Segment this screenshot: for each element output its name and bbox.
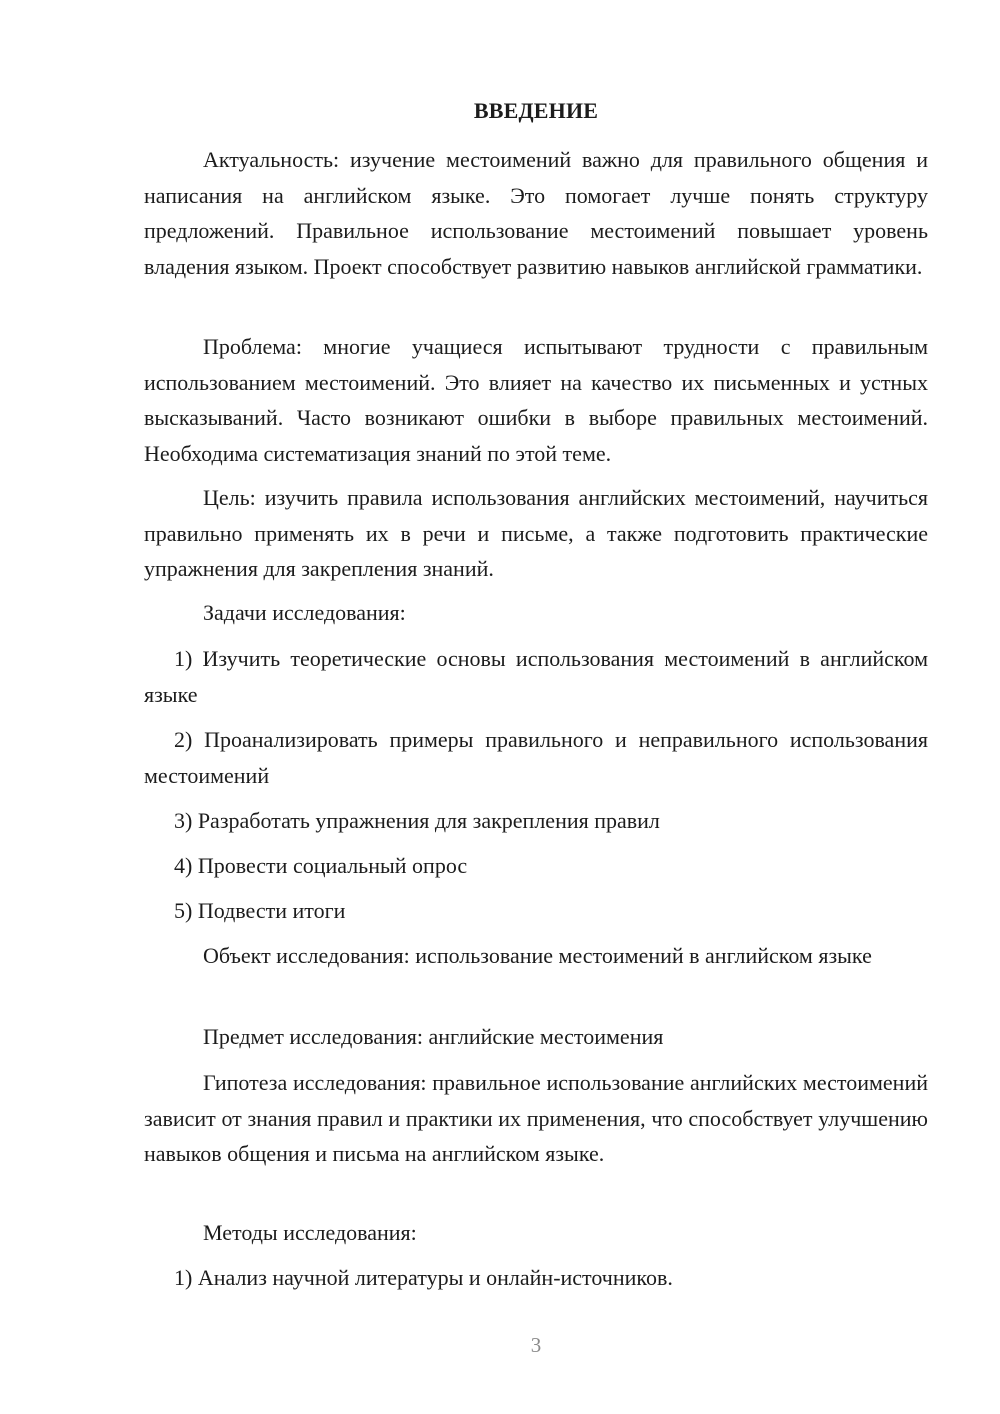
section-heading: ВВЕДЕНИЕ <box>473 98 599 123</box>
task-item-3: 3) Разработать упражнения для закрепления правил <box>174 808 660 833</box>
goal-paragraph: Цель: изучить правила использования английских местоимений, научиться правильно применять их в речи и письме, а также подготовить практические упражнения для закрепления знаний. <box>144 485 928 581</box>
methods-title: Методы исследования: <box>203 1220 417 1245</box>
hypothesis-paragraph: Гипотеза исследования: правильное использование английских местоимений зависит от знания правил и практики их применения, что способствует улучшению навыков общения и письма на английском языке. <box>144 1070 928 1166</box>
task-item-5: 5) Подвести итоги <box>174 898 346 923</box>
method-item-1: 1) Анализ научной литературы и онлайн-источников. <box>174 1265 673 1290</box>
task-item-1: 1) Изучить теоретические основы использования местоимений в английском языке <box>144 646 928 707</box>
task-item-2: 2) Проанализировать примеры правильного и неправильного использования местоимений <box>144 727 928 788</box>
object-paragraph: Объект исследования: использование местоимений в английском языке <box>203 943 872 968</box>
task-item-4: 4) Провести социальный опрос <box>174 853 468 878</box>
page-number: 3 <box>530 1333 542 1357</box>
tasks-title: Задачи исследования: <box>203 600 406 625</box>
subject-paragraph: Предмет исследования: английские местоимения <box>203 1024 664 1049</box>
relevance-paragraph: Актуальность: изучение местоимений важно для правильного общения и написания на английском языке. Это помогает лучше понять структуру предложений. Правильное использование местоимений повышает уровень владения языком. Проект способствует развитию навыков английской грамматики. <box>144 147 928 279</box>
problem-paragraph: Проблема: многие учащиеся испытывают трудности с правильным использованием местоимений. Это влияет на качество их письменных и устных высказываний. Часто возникают ошибки в выборе правильных местоимений. Необходима систематизация знаний по этой теме. <box>144 334 928 466</box>
